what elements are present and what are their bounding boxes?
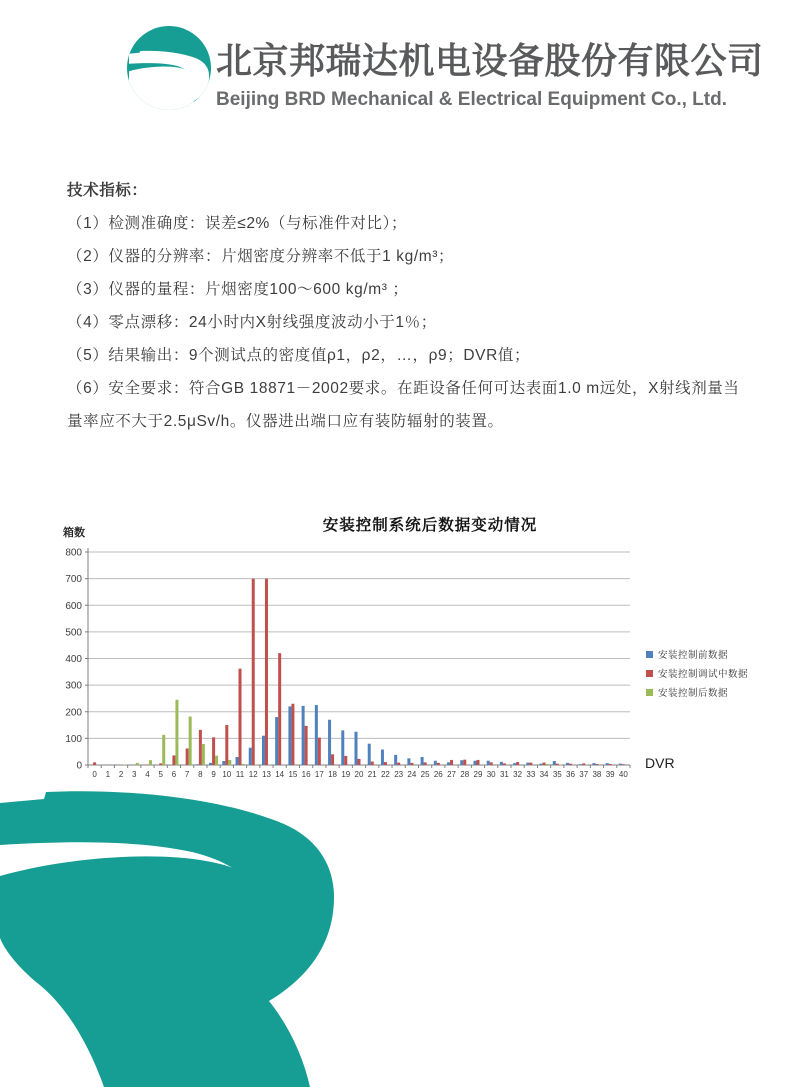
x-tick-label: 17 bbox=[314, 770, 324, 779]
bar bbox=[490, 762, 493, 765]
x-tick-label: 38 bbox=[592, 770, 602, 779]
bar bbox=[305, 726, 308, 765]
company-logo-icon bbox=[127, 26, 211, 110]
bar bbox=[582, 763, 585, 765]
bar bbox=[437, 763, 440, 765]
x-tick-label: 14 bbox=[275, 770, 285, 779]
x-tick-label: 2 bbox=[118, 770, 124, 779]
company-name-zh: 北京邦瑞达机电设备股份有限公司 bbox=[216, 40, 764, 81]
x-axis-title: DVR bbox=[645, 755, 675, 771]
bar bbox=[595, 764, 598, 765]
spec-item-3: （3）仪器的量程：片烟密度100～600 kg/m³ ； bbox=[67, 281, 409, 298]
legend-swatch-icon bbox=[646, 670, 653, 677]
bar bbox=[215, 756, 218, 765]
bar bbox=[291, 704, 294, 765]
x-tick-label: 24 bbox=[407, 770, 417, 779]
y-tick-label: 100 bbox=[65, 733, 82, 745]
x-tick-label: 25 bbox=[420, 770, 430, 779]
bar bbox=[592, 763, 595, 765]
bar bbox=[222, 761, 225, 765]
x-tick-label: 21 bbox=[367, 770, 377, 779]
bar bbox=[255, 764, 258, 765]
bar bbox=[328, 720, 331, 765]
x-tick-label: 7 bbox=[184, 770, 190, 779]
x-tick-label: 26 bbox=[433, 770, 443, 779]
bar bbox=[579, 764, 582, 765]
bar bbox=[381, 750, 384, 765]
bar bbox=[513, 763, 516, 765]
bar bbox=[275, 717, 278, 765]
bar bbox=[162, 735, 165, 765]
x-tick-label: 18 bbox=[328, 770, 338, 779]
bar bbox=[397, 763, 400, 765]
bar bbox=[434, 761, 437, 765]
x-tick-label: 34 bbox=[539, 770, 549, 779]
bar bbox=[606, 763, 609, 765]
bar bbox=[249, 748, 252, 765]
company-name-en: Beijing BRD Mechanical & Electrical Equipment Co., Ltd. bbox=[216, 89, 727, 110]
y-tick-label: 400 bbox=[65, 654, 82, 665]
bars-1 bbox=[93, 579, 625, 765]
bar bbox=[146, 764, 149, 765]
y-tick-label: 500 bbox=[65, 627, 82, 639]
bar bbox=[209, 763, 212, 765]
bar bbox=[236, 757, 239, 765]
x-tick-label: 30 bbox=[486, 770, 496, 779]
x-tick-label: 28 bbox=[460, 770, 470, 779]
x-tick-label: 31 bbox=[499, 770, 509, 779]
y-axis-tick-labels bbox=[65, 548, 82, 772]
x-tick-label: 6 bbox=[171, 770, 177, 779]
bar bbox=[136, 763, 139, 765]
x-tick-label: 16 bbox=[301, 770, 311, 779]
chart-section bbox=[60, 505, 760, 795]
bar bbox=[407, 758, 410, 765]
x-tick-label: 32 bbox=[513, 770, 523, 779]
legend-item bbox=[646, 666, 748, 680]
bar bbox=[526, 763, 529, 765]
y-tick-label: 200 bbox=[65, 707, 82, 719]
x-tick-label: 11 bbox=[235, 770, 245, 779]
legend-item bbox=[646, 647, 748, 661]
bar bbox=[556, 764, 559, 765]
specs-heading: 技术指标： bbox=[67, 182, 148, 199]
bar bbox=[450, 760, 453, 765]
spec-item-1: （1）检测准确度：误差≤2%（与标准件对比）； bbox=[67, 215, 408, 232]
x-tick-label: 12 bbox=[248, 770, 258, 779]
bar bbox=[487, 761, 490, 765]
y-tick-label: 700 bbox=[65, 574, 82, 586]
x-tick-label: 29 bbox=[473, 770, 483, 779]
x-tick-label: 10 bbox=[222, 770, 232, 779]
bar bbox=[93, 762, 96, 765]
bar bbox=[553, 761, 556, 765]
bar bbox=[196, 764, 199, 765]
legend-swatch-icon bbox=[646, 651, 653, 658]
x-tick-label: 27 bbox=[447, 770, 456, 779]
spec-item-6: （6）安全要求：符合GB 18871－2002要求。在距设备任何可达表面1.0 m远处，X射线剂量当量率应不大于2.5μSv/h。仪器进出端口应有装防辐射的装置。 bbox=[67, 380, 740, 430]
bar bbox=[262, 736, 265, 765]
bar bbox=[318, 738, 321, 765]
chart-legend bbox=[646, 647, 748, 704]
x-tick-label: 20 bbox=[354, 770, 364, 779]
x-tick-label: 8 bbox=[198, 770, 203, 779]
bar bbox=[540, 764, 543, 765]
x-tick-label: 40 bbox=[618, 770, 628, 779]
bar bbox=[189, 717, 192, 765]
bar bbox=[172, 755, 175, 765]
legend-label: 安装控制调试中数据 bbox=[658, 669, 749, 680]
bar bbox=[302, 706, 305, 765]
x-tick-label: 15 bbox=[288, 770, 298, 779]
x-tick-label: 37 bbox=[579, 770, 589, 779]
y-tick-label: 0 bbox=[76, 760, 82, 772]
bar bbox=[529, 763, 532, 765]
legend-swatch-icon bbox=[646, 689, 653, 696]
x-tick-label: 0 bbox=[92, 770, 97, 779]
bar bbox=[315, 705, 318, 765]
x-tick-label: 39 bbox=[605, 770, 615, 779]
spec-item-5: （5）结果输出：9个测试点的密度值ρ1，ρ2，…，ρ9；DVR值； bbox=[67, 347, 531, 364]
bar bbox=[199, 730, 202, 765]
bar bbox=[500, 762, 503, 765]
x-tick-label: 1 bbox=[105, 770, 111, 779]
bar bbox=[344, 756, 347, 765]
bar bbox=[123, 764, 126, 765]
bar bbox=[569, 764, 572, 765]
bar bbox=[447, 762, 450, 765]
bar bbox=[566, 763, 569, 765]
x-tick-label: 36 bbox=[566, 770, 575, 779]
legend-item bbox=[646, 685, 748, 699]
spec-item-4: （4）零点漂移：24小时内X射线强度波动小于1％； bbox=[67, 314, 437, 331]
spec-item-2: （2）仪器的分辨率：片烟密度分辨率不低于1 kg/m³； bbox=[67, 248, 455, 265]
bar bbox=[609, 764, 612, 765]
bar bbox=[278, 653, 281, 765]
bar bbox=[225, 725, 228, 765]
bar bbox=[371, 762, 374, 765]
x-tick-label: 4 bbox=[145, 770, 150, 779]
bar bbox=[252, 579, 255, 765]
bar bbox=[358, 759, 361, 765]
bar bbox=[202, 744, 205, 765]
bar bbox=[212, 737, 215, 765]
x-axis-tick-labels bbox=[92, 770, 628, 779]
bar bbox=[149, 760, 152, 765]
x-tick-label: 3 bbox=[132, 770, 137, 779]
bar bbox=[368, 744, 371, 765]
legend-label: 安装控制后数据 bbox=[658, 688, 729, 699]
x-tick-label: 13 bbox=[262, 770, 271, 779]
bar bbox=[341, 730, 344, 765]
bar bbox=[460, 760, 463, 765]
bar bbox=[619, 764, 622, 765]
bar bbox=[410, 763, 413, 765]
x-tick-label: 9 bbox=[211, 770, 216, 779]
bar bbox=[394, 755, 397, 765]
bar bbox=[473, 761, 476, 765]
x-tick-label: 5 bbox=[158, 770, 163, 779]
bar bbox=[288, 706, 291, 765]
bar bbox=[424, 762, 427, 765]
x-tick-label: 22 bbox=[380, 770, 390, 779]
bar bbox=[384, 762, 387, 765]
bar bbox=[503, 763, 506, 765]
bar bbox=[242, 764, 245, 765]
bar bbox=[463, 760, 466, 765]
bar bbox=[622, 764, 625, 765]
bar bbox=[331, 754, 334, 765]
bar bbox=[186, 748, 189, 765]
gridlines bbox=[88, 552, 630, 738]
bar bbox=[175, 700, 178, 765]
chart-title: 安装控制系统后数据变动情况 bbox=[322, 517, 538, 534]
y-tick-label: 300 bbox=[65, 680, 82, 692]
bar bbox=[265, 579, 268, 765]
y-axis-title: 箱数 bbox=[63, 527, 85, 539]
x-tick-label: 35 bbox=[552, 770, 562, 779]
x-tick-label: 23 bbox=[394, 770, 404, 779]
legend-label: 安装控制前数据 bbox=[658, 650, 729, 661]
bar bbox=[239, 669, 242, 765]
bar bbox=[159, 763, 162, 765]
bar bbox=[421, 757, 424, 765]
bar bbox=[546, 764, 549, 765]
bars-0 bbox=[196, 705, 622, 765]
bar bbox=[543, 763, 546, 765]
x-tick-label: 19 bbox=[341, 770, 351, 779]
bar bbox=[559, 764, 562, 765]
bar bbox=[476, 760, 479, 765]
bar bbox=[516, 762, 519, 765]
x-tick-label: 33 bbox=[526, 770, 536, 779]
y-tick-label: 600 bbox=[65, 600, 82, 612]
y-tick-label: 800 bbox=[65, 547, 82, 559]
specs-section bbox=[67, 174, 749, 438]
bar bbox=[355, 732, 358, 765]
bar bbox=[228, 760, 231, 765]
